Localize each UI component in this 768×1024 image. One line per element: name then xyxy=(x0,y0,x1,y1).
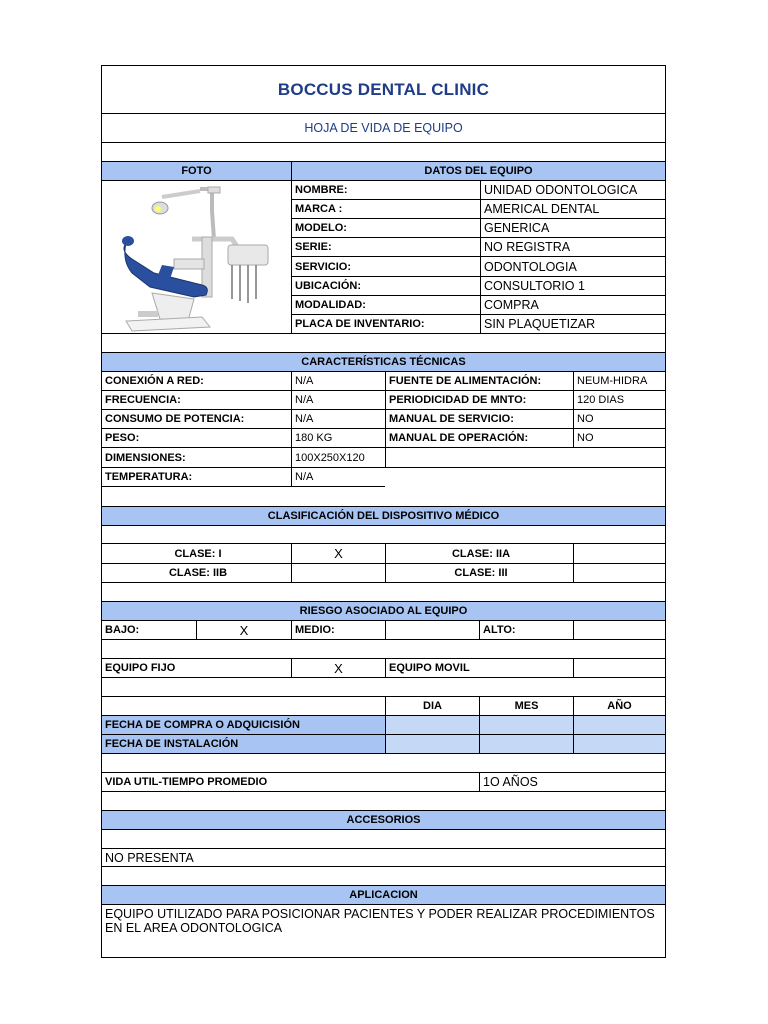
field-value: NO REGISTRA xyxy=(480,238,665,257)
class-section-title: CLASIFICACIÓN DEL DISPOSITIVO MÉDICO xyxy=(102,506,665,526)
install-month xyxy=(479,735,573,754)
accessories-header-row xyxy=(102,810,665,830)
clinic-title: BOCCUS DENTAL CLINIC xyxy=(277,79,490,99)
class-iia-mark xyxy=(573,543,665,564)
risk-low-mark: X xyxy=(196,621,291,640)
year-header: AÑO xyxy=(573,696,665,716)
tech-label: PERIODICIDAD DE MNTO: xyxy=(385,391,573,410)
field-row-modelo xyxy=(291,219,665,238)
tech-row xyxy=(102,448,665,468)
tech-row xyxy=(102,468,665,487)
class-iia-label: CLASE: IIA xyxy=(385,543,573,564)
class-header-row xyxy=(102,506,665,526)
spacer-row xyxy=(102,142,665,161)
tech-label: MANUAL DE SERVICIO: xyxy=(385,410,573,429)
fixed-equipment-label: EQUIPO FIJO xyxy=(102,658,291,678)
tech-row xyxy=(102,372,665,391)
purchase-date-label: FECHA DE COMPRA O ADQUICISIÓN xyxy=(102,716,385,735)
tech-label: PESO: xyxy=(102,429,291,448)
tech-value: 120 DIAS xyxy=(573,391,665,410)
tech-value: N/A xyxy=(291,391,385,410)
risk-high-label: ALTO: xyxy=(479,621,573,640)
risk-row xyxy=(102,621,665,640)
equipment-photo xyxy=(102,181,291,334)
tech-value: NO xyxy=(573,429,665,448)
equipment-data-header: DATOS DEL EQUIPO xyxy=(291,161,665,181)
tech-label: TEMPERATURA: xyxy=(102,468,291,487)
class-iib-mark xyxy=(291,564,385,583)
tech-value: N/A xyxy=(291,372,385,391)
tech-label: CONSUMO DE POTENCIA: xyxy=(102,410,291,429)
day-header: DIA xyxy=(385,696,479,716)
type-row xyxy=(102,658,665,678)
field-value: CONSULTORIO 1 xyxy=(480,277,665,296)
risk-low-label: BAJO: xyxy=(102,621,196,640)
tech-header-row xyxy=(102,352,665,372)
field-label: SERIE: xyxy=(291,238,480,257)
risk-header-row xyxy=(102,601,665,621)
field-row-nombre xyxy=(291,181,665,200)
install-year xyxy=(573,735,665,754)
field-value: ODONTOLOGIA xyxy=(480,257,665,277)
field-label: NOMBRE: xyxy=(291,181,480,200)
mobile-equipment-label: EQUIPO MOVIL xyxy=(385,658,573,678)
install-date-label: FECHA DE INSTALACIÓN xyxy=(102,735,385,754)
field-row-marca xyxy=(291,200,665,219)
field-value: UNIDAD ODONTOLOGICA xyxy=(480,181,665,200)
photo-header: FOTO xyxy=(102,161,291,181)
field-row-serie xyxy=(291,238,665,257)
class-iii-label: CLASE: III xyxy=(385,564,573,583)
tech-value: 180 KG xyxy=(291,429,385,448)
field-value: SIN PLAQUETIZAR xyxy=(480,315,665,334)
tech-value: N/A xyxy=(291,468,385,487)
equipment-header-row xyxy=(102,161,665,181)
tech-value: NEUM-HIDRA xyxy=(573,372,665,391)
lifespan-label: VIDA UTIL-TIEMPO PROMEDIO xyxy=(102,772,479,792)
risk-high-mark xyxy=(573,621,665,640)
tech-label: FRECUENCIA: xyxy=(102,391,291,410)
field-row-ubicacion xyxy=(291,277,665,296)
field-value: AMERICAL DENTAL xyxy=(480,200,665,219)
install-day xyxy=(385,735,479,754)
month-header: MES xyxy=(479,696,573,716)
tech-value: NO xyxy=(573,410,665,429)
dental-chair-image xyxy=(102,181,291,333)
sheet-subtitle: HOJA DE VIDA DE EQUIPO xyxy=(304,121,463,135)
field-label: SERVICIO: xyxy=(291,257,480,277)
class-iii-mark xyxy=(573,564,665,583)
class-row xyxy=(102,564,665,583)
class-iib-label: CLASE: IIB xyxy=(102,564,291,583)
class-row xyxy=(102,543,665,564)
dates-header-row xyxy=(102,696,665,716)
purchase-date-row xyxy=(102,716,665,735)
application-header-row xyxy=(102,885,665,905)
purchase-year xyxy=(573,716,665,735)
lifespan-row xyxy=(102,772,665,792)
field-row-modalidad xyxy=(291,296,665,315)
field-label: PLACA DE INVENTARIO: xyxy=(291,315,480,334)
risk-medium-label: MEDIO: xyxy=(291,621,385,640)
fixed-equipment-mark: X xyxy=(291,658,385,678)
tech-row xyxy=(102,410,665,429)
field-label: MODALIDAD: xyxy=(291,296,480,315)
tech-value: N/A xyxy=(291,410,385,429)
accessories-section-title: ACCESORIOS xyxy=(102,810,665,830)
field-row-servicio xyxy=(291,257,665,277)
risk-medium-mark xyxy=(385,621,479,640)
field-value: GENERICA xyxy=(480,219,665,238)
field-row-placa xyxy=(291,315,665,334)
field-label: MARCA : xyxy=(291,200,480,219)
subtitle-row xyxy=(102,113,665,142)
install-date-row xyxy=(102,735,665,754)
application-value-row xyxy=(102,905,665,957)
field-label: UBICACIÓN: xyxy=(291,277,480,296)
accessories-value: NO PRESENTA xyxy=(102,848,665,867)
risk-section-title: RIESGO ASOCIADO AL EQUIPO xyxy=(102,601,665,621)
class-i-mark: X xyxy=(291,543,385,564)
accessories-value-row xyxy=(102,848,665,867)
lifespan-value: 1O AÑOS xyxy=(479,772,665,792)
tech-empty xyxy=(385,448,665,468)
tech-row xyxy=(102,391,665,410)
application-value: EQUIPO UTILIZADO PARA POSICIONAR PACIENTES Y PODER REALIZAR PROCEDIMIENTOS EN EL AREA ODONTOLOGICA xyxy=(105,907,655,935)
field-value: COMPRA xyxy=(480,296,665,315)
purchase-day xyxy=(385,716,479,735)
equipment-record-sheet xyxy=(101,65,666,958)
purchase-month xyxy=(479,716,573,735)
tech-label: MANUAL DE OPERACIÓN: xyxy=(385,429,573,448)
mobile-equipment-mark xyxy=(573,658,665,678)
class-i-label: CLASE: I xyxy=(102,543,291,564)
title-row xyxy=(102,66,665,113)
dates-blank xyxy=(102,696,385,716)
application-section-title: APLICACION xyxy=(102,885,665,905)
tech-section-title: CARACTERÍSTICAS TÉCNICAS xyxy=(102,352,665,372)
tech-value: 100X250X120 xyxy=(291,448,385,468)
tech-label: FUENTE DE ALIMENTACIÓN: xyxy=(385,372,573,391)
tech-label: DIMENSIONES: xyxy=(102,448,291,468)
tech-label: CONEXIÓN A RED: xyxy=(102,372,291,391)
field-label: MODELO: xyxy=(291,219,480,238)
tech-row xyxy=(102,429,665,448)
